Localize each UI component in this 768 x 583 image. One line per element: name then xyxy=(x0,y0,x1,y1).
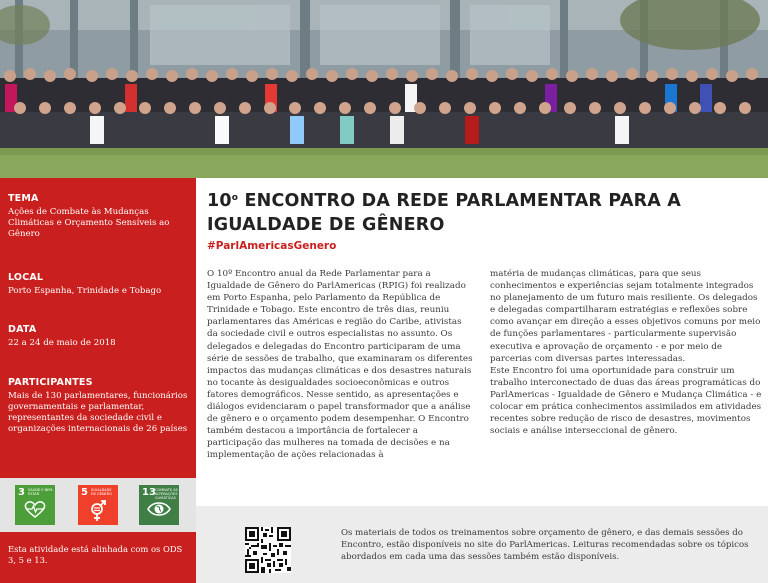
sdg-13-number: 13 xyxy=(142,487,156,498)
sdg-13-label: COMBATE ÀS ALTERAÇÕES CLIMÁTICAS xyxy=(155,488,178,500)
data-heading: DATA xyxy=(8,324,37,335)
participantes-text: Mais de 130 parlamentares, funcionários governamentais e parlamentar, representantes da sociedade civil e organizações internacionais de 26 países xyxy=(8,391,188,434)
sdg-3-number: 3 xyxy=(18,487,25,498)
local-section xyxy=(8,272,192,297)
body-paragraph-right-1: matéria de mudanças climáticas, para que seus conhecimentos e experiências sejam totalmente integrados no planejamento de um futuro mais resiliente. Os delegados e delegadas compartilharam estratégias e reflexões sobre como avançar em direção a esses objetivos comuns por meio de funções parlamentares - particularmente supervisão executiva e aprovação de orçamento - e por meio de parcerias com diversas partes interessadas. xyxy=(490,269,761,364)
data-text: 22 a 24 de maio de 2018 xyxy=(8,338,116,348)
participantes-heading: PARTICIPANTES xyxy=(8,377,93,388)
body-paragraph-left: O 10º Encontro anual da Rede Parlamentar para a Igualdade de Gênero do ParlAmericas (RPIG) foi realizado em Porto Espanha, pelo Parlamento da República de Trinidade e Tobago. Este encontro de três dias, reuniu parlamentares das Américas e região do Caribe, ativistas da sociedade civil e outros especialistas no assunto. Os delegados e delegadas do Encontro participaram de uma série de sessões de trabalho, que examinaram os diferentes impactos das mudanças climáticas e dos desastres naturais no tocante às desigualdades socioeconômicas e outros fatores demográficos. Nesse sentido, as apresentações e diálogos evidenciaram o papel transformador que a análise de gênero e o orçamento podem desempenhar. O Encontro também destacou a importância de fortalecer a participação das mulheres na tomada de decisões e na implementação de ações relacionadas à xyxy=(207,269,473,461)
tema-section xyxy=(8,193,192,240)
body-paragraph-right-2: Este Encontro foi uma oportunidade para construir um trabalho interconectado de duas das áreas programáticas do ParlAmericas - Igualdade de Gênero e Mudança Climática - e colocar em prática conhecimentos assimilados em atividades recentes sobre redução de risco de desastres, movimentos sociais e análise interseccional de gênero. xyxy=(490,365,762,437)
hashtag: #ParlAmericasGenero xyxy=(207,240,337,252)
qr-code[interactable] xyxy=(245,527,291,573)
sdg-3-badge xyxy=(15,485,55,525)
resources-footer xyxy=(196,506,768,583)
sdg-5-label: IGUALDADE DE GÊNERO xyxy=(91,488,112,496)
sdg-13-badge xyxy=(139,485,179,525)
local-text: Porto Espanha, Trinidade e Tobago xyxy=(8,286,162,296)
heartbeat-icon xyxy=(23,499,47,519)
sdg-icons-row xyxy=(0,478,196,532)
tema-text: Ações de Combate às Mudanças Climáticas e Orçamento Sensíveis ao Gênero xyxy=(8,207,170,239)
qr-code-icon xyxy=(245,527,291,573)
title-number: 10 xyxy=(207,191,232,211)
body-column-right xyxy=(490,268,762,437)
sdg-3-label: SAÚDE E BEM-ESTAR xyxy=(28,488,54,496)
data-section xyxy=(8,324,192,349)
title-text: ENCONTRO DA REDE PARLAMENTAR PARA A IGUALDADE DE GÊNERO xyxy=(207,191,682,235)
sdg-5-badge xyxy=(78,485,118,525)
resources-note: Os materiais de todos os treinamentos sobre orçamento de gênero, e das demais sessões do Encontro, estão disponíveis no site do ParlAmericas. Leituras recomendadas sobre os tópicos abordados em cada uma das sessões também estão disponíveis. xyxy=(341,528,749,562)
local-heading: LOCAL xyxy=(8,272,44,283)
participantes-section xyxy=(8,377,192,435)
body-column-left xyxy=(207,268,475,462)
gender-equality-icon xyxy=(86,499,110,523)
group-photo-illustration xyxy=(0,0,768,178)
sidebar xyxy=(0,178,196,583)
title-ordinal: o xyxy=(231,193,239,203)
eye-earth-icon xyxy=(147,499,171,519)
page-title xyxy=(207,186,762,237)
sdg-5-number: 5 xyxy=(81,487,88,498)
ods-alignment-note: Esta atividade está alinhada com os ODS 3, 5 e 13. xyxy=(8,544,183,565)
group-photo xyxy=(0,0,768,178)
tema-heading: TEMA xyxy=(8,193,39,204)
